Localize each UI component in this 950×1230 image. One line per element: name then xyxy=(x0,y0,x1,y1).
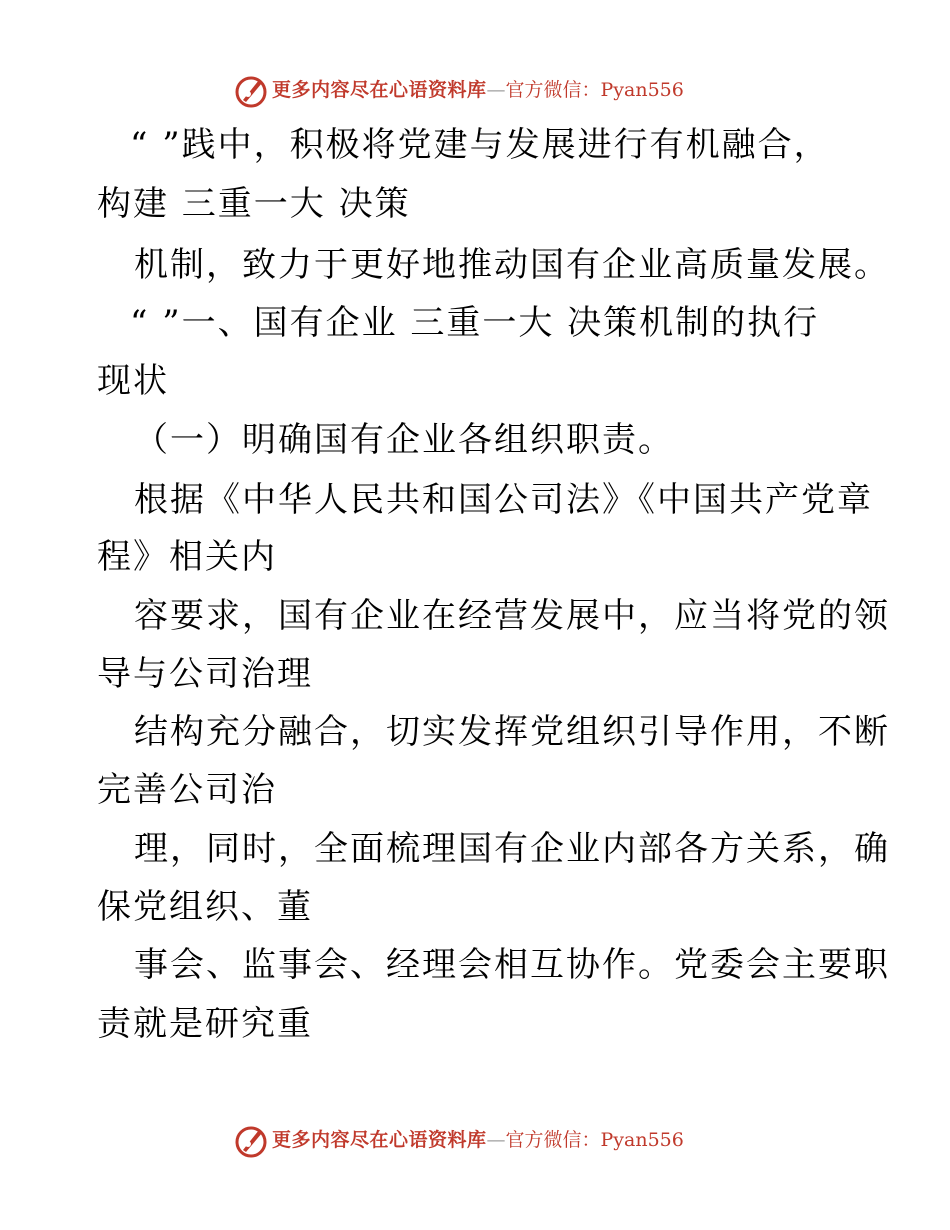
text-line: 机制，致力于更好地推动国有企业高质量发展。 xyxy=(134,245,890,285)
text-line: 责就是研究重 xyxy=(97,1004,313,1044)
banner-slogan: 更多内容尽在心语资料库 xyxy=(272,1129,487,1151)
banner-wechat: 官方微信：Pyan556 xyxy=(505,1129,684,1151)
banner-separator: — xyxy=(486,79,506,101)
quill-logo-icon xyxy=(234,1124,268,1158)
footer-banner xyxy=(0,1121,950,1161)
banner-separator: — xyxy=(486,1129,506,1151)
text-line: 完善公司治 xyxy=(97,770,277,810)
banner-text xyxy=(272,1128,684,1152)
subsection-heading: （一）明确国有企业各组织职责。 xyxy=(134,420,674,460)
text-line: 程》相关内 xyxy=(97,537,277,577)
text-line: 理，同时，全面梳理国有企业内部各方关系，确 xyxy=(134,829,890,869)
banner-slogan: 更多内容尽在心语资料库 xyxy=(272,79,487,101)
text-line: 导与公司治理 xyxy=(97,654,313,694)
text-line: 现状 xyxy=(97,361,169,401)
quill-logo-icon xyxy=(234,74,268,108)
text-line: 结构充分融合，切实发挥党组织引导作用，不断 xyxy=(134,712,890,752)
header-banner xyxy=(0,71,950,111)
text-line: 事会、监事会、经理会相互协作。党委会主要职 xyxy=(134,945,890,985)
banner-text xyxy=(272,78,684,102)
text-line: 构建 三重一大 决策 xyxy=(97,184,411,224)
text-line: “ ”践中，积极将党建与发展进行有机融合， xyxy=(130,125,830,165)
banner-wechat: 官方微信：Pyan556 xyxy=(505,79,684,101)
text-line: 保党组织、董 xyxy=(97,887,313,927)
text-line: 容要求，国有企业在经营发展中，应当将党的领 xyxy=(134,596,890,636)
text-line: 根据《中华人民共和国公司法》《中国共产党章 xyxy=(134,480,873,520)
section-heading: “ ”一、国有企业 三重一大 决策机制的执行 xyxy=(130,303,820,343)
